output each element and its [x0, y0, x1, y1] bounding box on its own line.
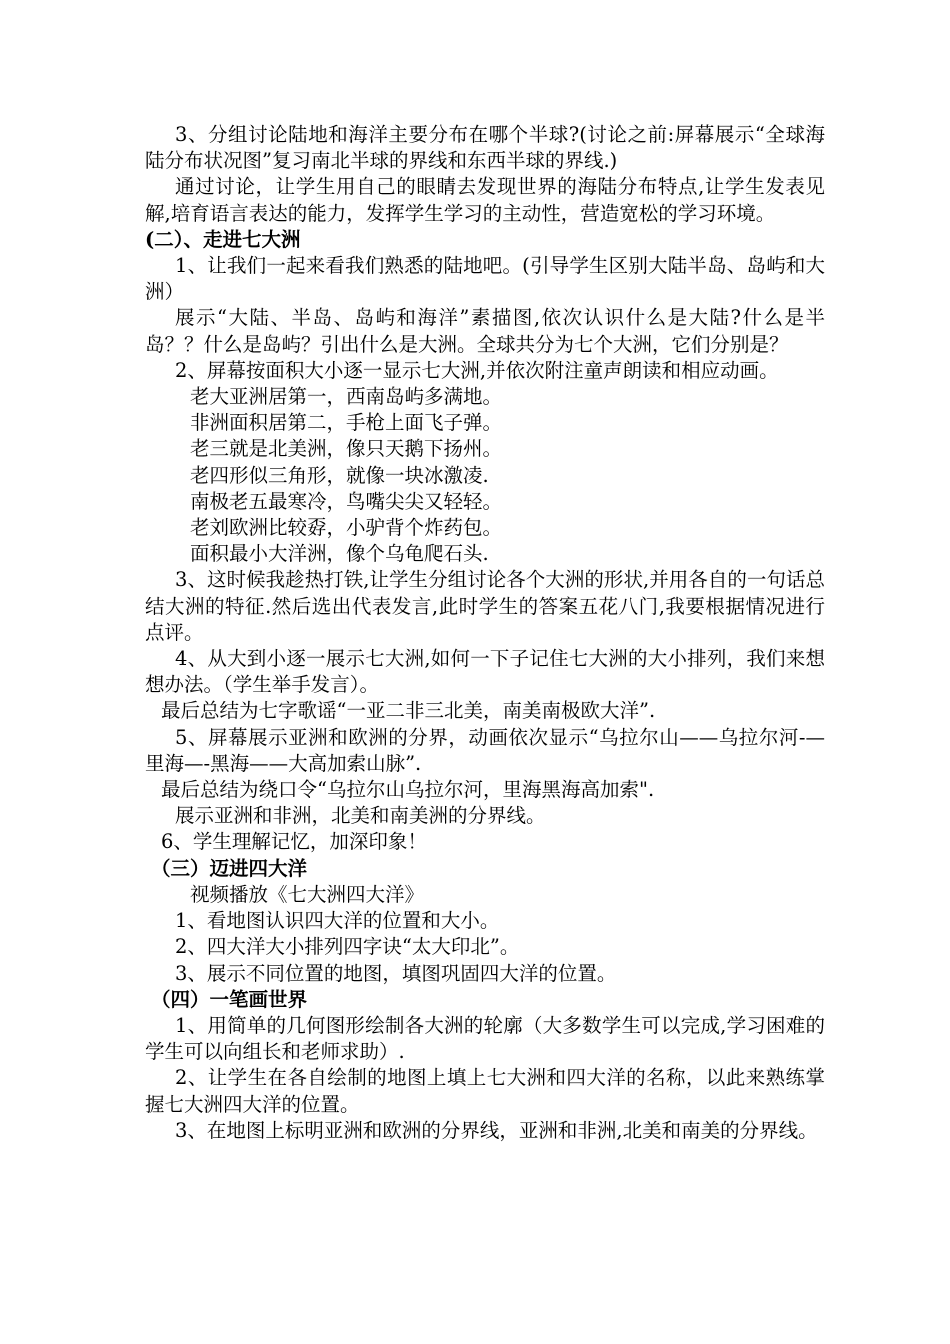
poem-line: 老四形似三角形，就像一块冰激凌.: [190, 463, 489, 487]
paragraph-draw-step-1: 1、用简单的几何图形绘制各大洲的轮廓（大多数学生可以完成,学习困难的学生可以向组长和老师求助）.: [145, 1013, 825, 1064]
paragraph-step-2: 2、屏幕按面积大小逐一显示七大洲,并依次附注童声朗读和相应动画。: [175, 358, 779, 382]
paragraph-step-1: 1、让我们一起来看我们熟悉的陆地吧。(引导学生区别大陆半岛、岛屿和大洲）: [145, 254, 825, 304]
paragraph-summary-song: 最后总结为七字歌谣“一亚二非三北美，南美南极欧大洋”.: [161, 699, 656, 723]
section-heading-four-oceans: （三）迈进四大洋: [151, 856, 308, 880]
document-page: [145, 122, 825, 1144]
paragraph-step-5: 5、屏幕展示亚洲和欧洲的分界，动画依次显示“乌拉尔山——乌拉尔河-—里海—-黑海——大高加索山脉”.: [145, 725, 825, 775]
paragraph-step-6: 6、学生理解记忆，加深印象！: [161, 830, 427, 854]
poem-line: 南极老五最寒冷，鸟嘴尖尖又轻轻。: [190, 489, 503, 513]
poem-line: 老刘欧洲比较孬，小驴背个炸药包。: [190, 516, 503, 540]
poem-line: 面积最小大洋洲，像个乌龟爬石头.: [190, 542, 489, 566]
poem-line: 老大亚洲居第一，西南岛屿多满地。: [190, 385, 503, 409]
paragraph-ocean-step-3: 3、展示不同位置的地图，填图巩固四大洋的位置。: [175, 961, 617, 985]
paragraph-draw-step-3: 3、在地图上标明亚洲和欧洲的分界线，亚洲和非洲,北美和南美的分界线。: [175, 1118, 818, 1142]
paragraph-step-4: 4、从大到小逐一展示七大洲,如何一下子记住七大洲的大小排列，我们来想想办法。（学生举手发言）。: [145, 647, 825, 697]
paragraph-summary-tongue-twister: 最后总结为绕口令“乌拉尔山乌拉尔河，里海黑海高加索".: [161, 778, 655, 802]
poem-line: 非洲面积居第二，手枪上面飞子弹。: [190, 411, 503, 435]
paragraph-ocean-step-1: 1、看地图认识四大洋的位置和大小。: [175, 909, 500, 933]
poem-line: 老三就是北美洲，像只天鹅下扬州。: [190, 437, 503, 461]
paragraph-draw-step-2: 2、让学生在各自绘制的地图上填上七大洲和四大洋的名称，以此来熟练掌握七大洲四大洋的位置。: [145, 1066, 825, 1116]
paragraph-video: 视频播放《七大洲四大洋》: [190, 882, 425, 906]
paragraph-boundary-display: 展示亚洲和非洲，北美和南美洲的分界线。: [175, 804, 546, 828]
paragraph-ocean-step-2: 2、四大洋大小排列四字诀“太大印北”。: [175, 935, 520, 959]
section-heading-seven-continents: (二）、走进七大洲: [145, 227, 301, 251]
paragraph-sketch-display: 展示“大陆、半岛、岛屿和海洋”素描图,依次认识什么是大陆?什么是半岛？？什么是岛屿？引出什么是大洲。全球共分为七个大洲，它们分别是？: [145, 306, 825, 356]
section-heading-draw-world: （四）一笔画世界: [151, 987, 308, 1011]
paragraph-discussion-hemisphere: 3、分组讨论陆地和海洋主要分布在哪个半球?(讨论之前:屏幕展示“全球海陆分布状况图”复习南北半球的界线和东西半球的界线.): [145, 123, 825, 173]
paragraph-discussion-purpose: 通过讨论，让学生用自己的眼睛去发现世界的海陆分布特点,让学生发表见解,培育语言表达的能力，发挥学生学习的主动性，营造宽松的学习环境。: [145, 175, 825, 225]
paragraph-step-3: 3、这时候我趁热打铁,让学生分组讨论各个大洲的形状,并用各自的一句话总结大洲的特征.然后选出代表发言,此时学生的答案五花八门,我要根据情况进行点评。: [145, 568, 825, 644]
